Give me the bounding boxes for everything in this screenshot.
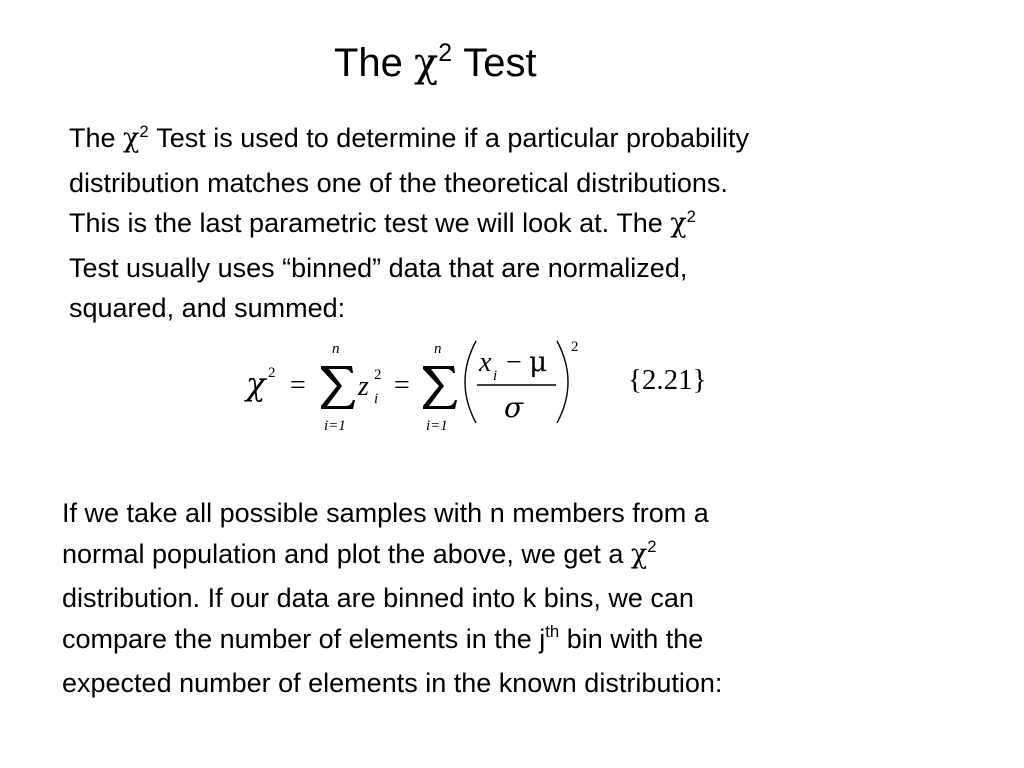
eq-x: x [479,347,492,378]
intro-line-1-end: Test is used to determine if a particular probability [148,123,750,153]
right-parenthesis [557,341,568,423]
eq-sum-1-upper: n [332,341,340,357]
page-title [334,40,537,86]
eq-sum-2-upper: n [434,341,442,357]
eq-equals-1: = [290,370,306,401]
distribution-line-4-end: bin with the [559,623,704,654]
chi-superscript: 2 [139,121,149,141]
distribution-line-2-start: normal population and plot the above, we get a [62,538,631,569]
distribution-paragraph [62,493,722,704]
chi-symbol: χ [414,40,439,86]
intro-line-5: squared, and summed: [69,293,346,323]
intro-line-1 [69,118,749,163]
chi-symbol: χ [123,123,140,154]
title-text-start: The [334,41,415,85]
chi-superscript: 2 [647,537,657,557]
distribution-line-4-start: compare the number of elements in the j [62,623,546,654]
eq-chi-exponent: 2 [268,365,276,381]
eq-chi: χ [246,365,266,403]
eq-z: z [358,371,369,402]
eq-minus: − [506,347,522,378]
intro-line-4: Test usually uses “binned” data that are normalized, [69,252,688,283]
eq-z-subscript: i [374,391,379,407]
intro-line-3 [69,203,749,248]
eq-x-subscript: i [493,368,498,384]
eq-mu: μ [529,345,548,378]
eq-sum-1-lower: i=1 [324,418,346,434]
intro-line-2: distribution matches one of the theoretical distributions. [69,167,728,198]
sum-symbol [423,366,457,409]
chi-symbol: χ [670,208,687,239]
distribution-line-4 [62,619,722,664]
distribution-line-3: distribution. If our data are binned into k bins, we can [62,583,694,613]
chi-symbol: χ [630,538,648,570]
eq-equals-2: = [394,370,410,401]
ordinal-superscript: th [545,622,560,642]
distribution-line-5: expected number of elements in the known distribution: [62,668,723,698]
eq-sum-2-lower: i=1 [426,418,448,434]
chi-superscript: 2 [686,206,696,226]
intro-paragraph [69,118,749,329]
distribution-line-2 [62,534,722,579]
eq-sigma: σ [504,391,524,424]
title-superscript: 2 [438,39,453,67]
eq-z-exponent: 2 [374,367,382,383]
equation-number: {2.21} [628,364,707,396]
left-parenthesis [465,341,476,423]
sum-symbol [321,366,355,409]
intro-line-1-start: The [69,123,124,153]
title-text-end: Test [452,41,537,85]
intro-line-3-start: This is the last parametric test we will look at. The [69,208,671,238]
eq-outer-exponent: 2 [571,339,579,355]
distribution-line-1: If we take all possible samples with n members from a [62,498,709,528]
